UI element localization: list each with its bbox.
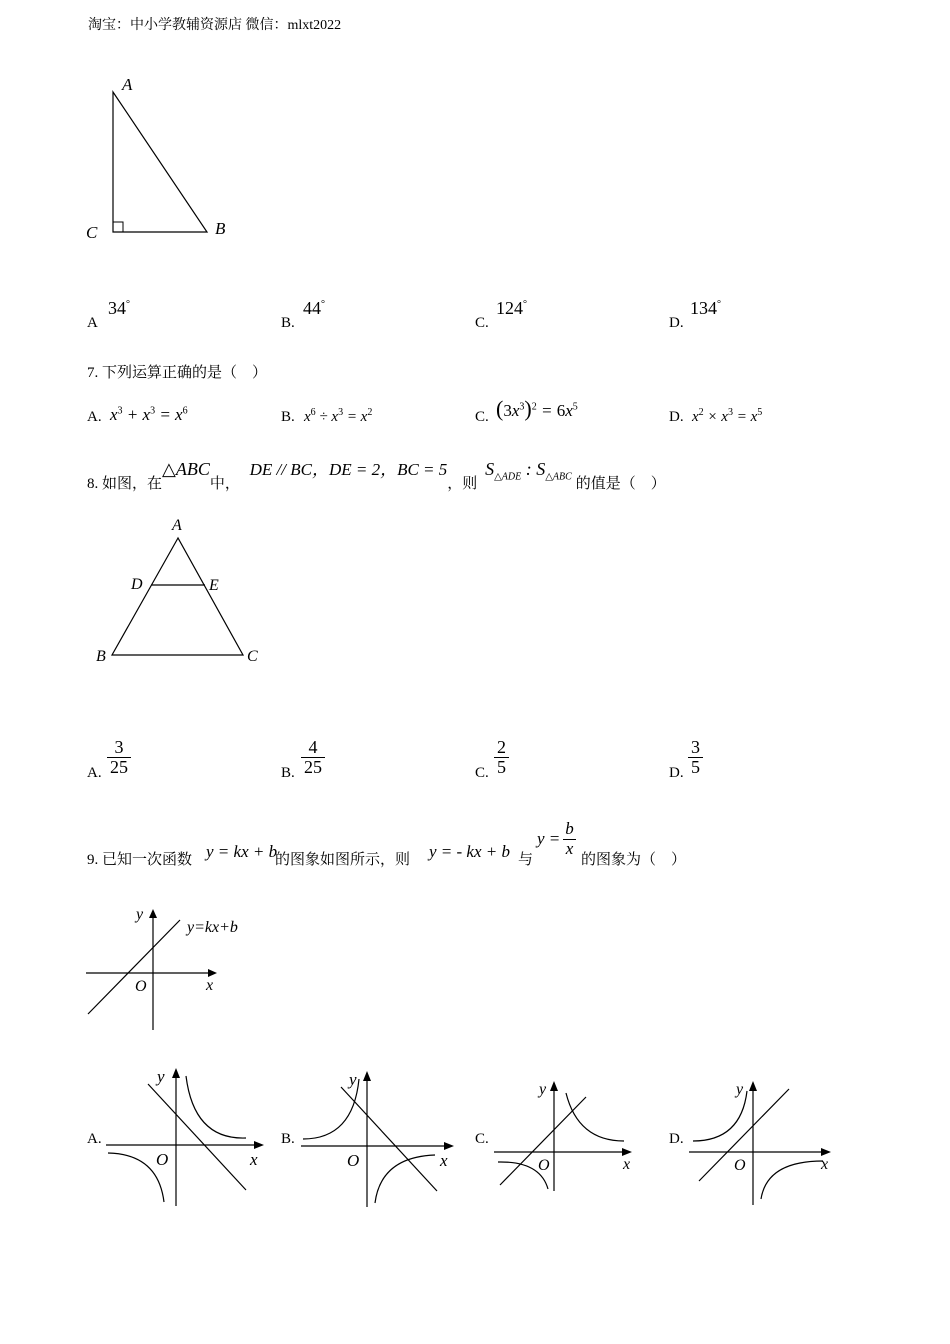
q8-condition: DE // BC，DE = 2，BC = 5 <box>249 460 448 479</box>
right-angle-mark <box>113 222 123 232</box>
line-label: y=kx+b <box>187 919 238 936</box>
degree-symbol: ° <box>126 299 130 310</box>
line <box>341 1087 437 1191</box>
numerator: 2 <box>494 738 509 758</box>
page-header: 淘宝：中小学教辅资源店 微信：mlxt2022 <box>88 18 342 33</box>
q8-option-a-label: A. <box>87 765 102 781</box>
denominator: 5 <box>691 756 700 777</box>
q6-b-number: 44 <box>303 298 321 318</box>
denominator: 25 <box>304 756 322 777</box>
q9-mid: 的图象如图所示，则 <box>275 852 411 868</box>
degree-symbol: ° <box>717 299 721 310</box>
q6-option-d-label: D. <box>669 315 684 331</box>
q6-option-d-value <box>690 298 721 319</box>
x-axis-label: x <box>821 1156 829 1173</box>
q7-option-a-label: A. <box>87 409 102 425</box>
line-kx-plus-b <box>88 920 180 1014</box>
q7-option-d-expr: $x^2 \times x^3 = x^5$ <box>692 407 763 425</box>
vertex-b-label: B <box>215 219 226 238</box>
vertex-a-label: A <box>172 517 182 534</box>
x-axis-label: x <box>440 1151 448 1170</box>
q7-option-c-expr: $(3x^3)^2 = 6x^5$ <box>496 396 578 421</box>
y-axis-label: y <box>539 1081 547 1098</box>
numerator: 3 <box>688 738 703 758</box>
q8-suffix: 的值是（ ） <box>575 476 666 492</box>
hyperbola-branch-1 <box>693 1091 747 1141</box>
q8-mid: 中， <box>209 476 240 492</box>
degree-symbol: ° <box>321 299 325 310</box>
q6-option-a-value <box>108 298 130 319</box>
q9-suffix: 的图象为（ ） <box>581 852 687 868</box>
vertex-c-label: C <box>247 648 258 665</box>
y-axis-label: y <box>349 1070 357 1089</box>
x-arrow <box>622 1148 632 1156</box>
q6-option-c-value <box>496 298 527 319</box>
q7-option-a-expr: $x^3 + x^3 = x^6$ <box>110 405 188 424</box>
origin-label: O <box>538 1157 550 1174</box>
q8-option-a-fraction <box>107 738 131 777</box>
y-arrow <box>749 1081 757 1091</box>
q7-option-b-label: B. <box>281 409 295 425</box>
q8-area-ratio: $S_{\triangle ADE}$ : $S_{\triangle ABC}$ <box>485 459 572 483</box>
y-arrow <box>172 1068 180 1078</box>
q9-prefix: 9. 已知一次函数 <box>87 852 193 868</box>
hyperbola-branch-1 <box>566 1093 624 1141</box>
x-arrow <box>208 969 217 977</box>
q8-option-b-fraction <box>301 738 325 777</box>
x-arrow <box>444 1142 454 1150</box>
vertex-c-label: C <box>86 223 98 242</box>
q9-option-b-graph <box>295 1065 470 1215</box>
hyperbola-branch-2 <box>761 1161 823 1199</box>
vertex-d-label: D <box>131 576 143 593</box>
vertex-a-label: A <box>122 75 133 94</box>
y-arrow <box>363 1071 371 1081</box>
x-arrow <box>254 1141 264 1149</box>
x-arrow <box>821 1148 831 1156</box>
q8-option-d-fraction <box>688 738 703 777</box>
q6-option-a-label: A <box>87 315 98 331</box>
q9-option-a-label: A. <box>87 1131 102 1147</box>
origin-label: O <box>156 1150 169 1169</box>
q6-option-b-value <box>303 298 325 319</box>
q8-then: ，则 <box>447 476 478 492</box>
q7-stem: 7. 下列运算正确的是（ ） <box>87 365 268 381</box>
vertex-e-label: E <box>209 577 219 594</box>
linear-function-graph <box>80 900 270 1035</box>
origin-label: O <box>347 1151 360 1170</box>
q8-prefix: 8. 如图，在 <box>87 476 163 492</box>
trapezoid-triangle-figure <box>85 512 275 672</box>
triangle-abc <box>113 92 207 232</box>
origin-label: O <box>135 978 147 995</box>
q9-option-d-label: D. <box>669 1131 684 1147</box>
q9-yu: 与 <box>518 852 534 868</box>
q9-option-c-graph <box>488 1075 648 1195</box>
x-axis-label: x <box>206 977 214 994</box>
q9-option-c-label: C. <box>475 1131 489 1147</box>
triangle-abc <box>112 538 243 655</box>
q6-a-number: 34 <box>108 298 126 318</box>
origin-label: O <box>734 1157 746 1174</box>
denominator: 5 <box>497 756 506 777</box>
vertex-b-label: B <box>96 648 106 665</box>
q7-option-d-label: D. <box>669 409 684 425</box>
q8-option-c-label: C. <box>475 765 489 781</box>
numerator: 4 <box>301 738 325 758</box>
y-axis-label: y <box>157 1067 165 1086</box>
q9-negated-function: y = - kx + b <box>429 842 510 861</box>
q7-option-b-expr: $x^6 \div x^3 = x^2$ <box>304 407 373 425</box>
q6-option-b-label: B. <box>281 315 295 331</box>
q9-option-a-graph <box>100 1062 275 1212</box>
numerator: 3 <box>107 738 131 758</box>
b-over-x: $\frac{b}{x}$ <box>565 819 574 858</box>
y-arrow <box>149 909 157 918</box>
q6-option-c-label: C. <box>475 315 489 331</box>
q9-linear-function: y = kx + b <box>206 842 278 861</box>
q8-option-d-label: D. <box>669 765 684 781</box>
q8-option-b-label: B. <box>281 765 295 781</box>
q6-c-number: 124 <box>496 298 523 318</box>
q6-d-number: 134 <box>690 298 717 318</box>
q8-stem <box>87 455 666 492</box>
q8-option-c-fraction <box>494 738 509 777</box>
x-axis-label: x <box>250 1150 258 1169</box>
y-axis-label: y <box>136 906 144 923</box>
right-triangle-figure <box>80 70 250 245</box>
x-axis-label: x <box>623 1156 631 1173</box>
y-arrow <box>550 1081 558 1091</box>
q7-option-c-label: C. <box>475 409 489 425</box>
hyperbola-branch-1 <box>186 1076 246 1138</box>
q9-inverse-function: y = $\frac{b}{x}$ <box>537 819 574 858</box>
denominator: 25 <box>110 756 128 777</box>
q8-triangle: △ABC <box>162 459 210 479</box>
q9-option-b-label: B. <box>281 1131 295 1147</box>
q9-option-d-graph <box>683 1075 843 1210</box>
y-axis-label: y <box>736 1081 744 1098</box>
degree-symbol: ° <box>523 299 527 310</box>
